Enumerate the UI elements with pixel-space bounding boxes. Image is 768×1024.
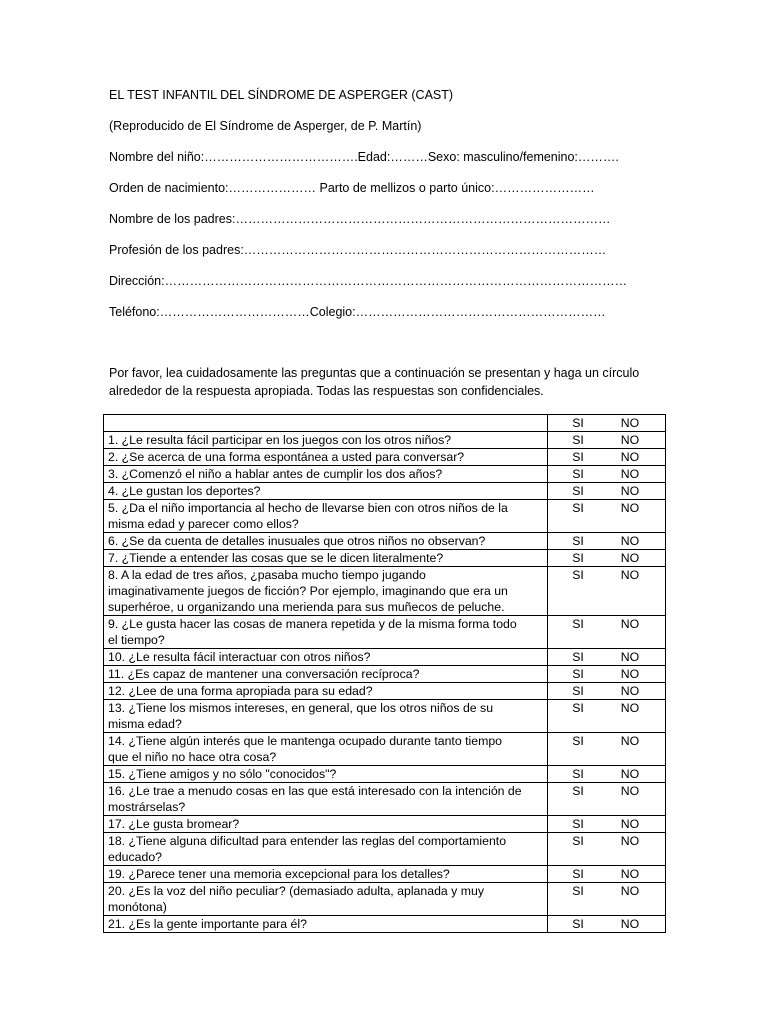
answer-si-option[interactable]: SI	[572, 784, 584, 798]
answer-cell[interactable]	[548, 833, 666, 866]
answer-si-option[interactable]: SI	[572, 884, 584, 898]
question-row	[104, 500, 666, 533]
question-row	[104, 550, 666, 567]
answer-cell[interactable]	[548, 649, 666, 666]
question-text-line: 7. ¿Tiende a entender las cosas que se le dicen literalmente?	[108, 551, 444, 565]
question-row	[104, 567, 666, 616]
question-text-line: mostrárselas?	[108, 800, 186, 814]
question-row	[104, 683, 666, 700]
answer-cell[interactable]	[548, 866, 666, 883]
question-cell	[104, 649, 548, 666]
question-text-line: 15. ¿Tiene amigos y no sólo "conocidos"?	[108, 767, 337, 781]
answer-no-option[interactable]: NO	[620, 450, 640, 464]
question-row	[104, 533, 666, 550]
answer-no-option[interactable]: NO	[620, 551, 640, 565]
question-row	[104, 700, 666, 733]
answer-si-option[interactable]: SI	[572, 568, 584, 582]
answer-cell[interactable]	[548, 700, 666, 733]
answer-cell[interactable]	[548, 666, 666, 683]
answer-si-option[interactable]: SI	[572, 501, 584, 515]
question-text-line: 21. ¿Es la gente importante para él?	[108, 917, 307, 931]
question-row	[104, 649, 666, 666]
answer-cell[interactable]	[548, 733, 666, 766]
question-cell	[104, 449, 548, 466]
question-cell	[104, 866, 548, 883]
answer-si-option[interactable]: SI	[572, 867, 584, 881]
question-text-line: 18. ¿Tiene alguna dificultad para entender las reglas del comportamiento	[108, 834, 507, 848]
question-text-line: 6. ¿Se da cuenta de detalles inusuales que otros niños no observan?	[108, 534, 486, 548]
answer-no-option[interactable]: NO	[620, 433, 640, 447]
field-child-name-age-sex: Nombre del niño:……………………………….Edad:………Sexo: masculino/femenino:……….	[109, 150, 619, 164]
instructions	[109, 364, 669, 400]
question-cell	[104, 733, 548, 766]
question-text-line: 1. ¿Le resulta fácil participar en los juegos con los otros niños?	[108, 433, 452, 447]
question-cell	[104, 466, 548, 483]
question-text-line: 16. ¿Le trae a menudo cosas en las que está interesado con la intención de	[108, 784, 522, 798]
question-row	[104, 816, 666, 833]
question-row	[104, 733, 666, 766]
question-cell	[104, 666, 548, 683]
question-text-line: 14. ¿Tiene algún interés que le mantenga ocupado durante tanto tiempo	[108, 734, 502, 748]
question-text-line: 9. ¿Le gusta hacer las cosas de manera repetida y de la misma forma todo	[108, 617, 517, 631]
answer-cell[interactable]	[548, 483, 666, 500]
question-cell	[104, 616, 548, 649]
header-no: NO	[620, 416, 640, 430]
answer-no-option[interactable]: NO	[620, 501, 640, 515]
answer-no-option[interactable]: NO	[620, 701, 640, 715]
answer-no-option[interactable]: NO	[620, 734, 640, 748]
answer-cell[interactable]	[548, 816, 666, 833]
question-cell	[104, 483, 548, 500]
question-cell	[104, 700, 548, 733]
question-row	[104, 766, 666, 783]
question-cell	[104, 916, 548, 933]
question-text-line: misma edad y parecer como ellos?	[108, 517, 299, 531]
header-si: SI	[572, 416, 584, 430]
question-row	[104, 916, 666, 933]
answer-no-option[interactable]: NO	[620, 650, 640, 664]
question-text-line: 19. ¿Parece tener una memoria excepcional para los detalles?	[108, 867, 450, 881]
question-text-line: el tiempo?	[108, 633, 165, 647]
answer-no-option[interactable]: NO	[620, 617, 640, 631]
answer-no-option[interactable]: NO	[620, 867, 640, 881]
field-birth-order: Orden de nacimiento:………………… Parto de mellizos o parto único:……………………	[109, 181, 595, 195]
question-text-line: 4. ¿Le gustan los deportes?	[108, 484, 261, 498]
answer-no-option[interactable]: NO	[620, 534, 640, 548]
answer-no-option[interactable]: NO	[620, 784, 640, 798]
question-row	[104, 616, 666, 649]
questionnaire-table	[103, 414, 666, 933]
header-answer-cell	[548, 415, 666, 432]
answer-cell[interactable]	[548, 432, 666, 449]
answer-cell[interactable]	[548, 567, 666, 616]
answer-cell[interactable]	[548, 616, 666, 649]
question-row	[104, 666, 666, 683]
answer-cell[interactable]	[548, 783, 666, 816]
answer-cell[interactable]	[548, 916, 666, 933]
question-cell	[104, 567, 548, 616]
question-row	[104, 783, 666, 816]
header-question-cell	[104, 415, 548, 432]
question-cell	[104, 533, 548, 550]
question-text-line: 2. ¿Se acerca de una forma espontánea a usted para conversar?	[108, 450, 465, 464]
question-cell	[104, 783, 548, 816]
answer-cell[interactable]	[548, 449, 666, 466]
question-text-line: 13. ¿Tiene los mismos intereses, en general, que los otros niños de su	[108, 701, 494, 715]
field-phone-school: Teléfono:………………………………Colegio:……………………………………………………	[109, 305, 606, 319]
question-cell	[104, 500, 548, 533]
question-text-line: que el niño no hace otra cosa?	[108, 750, 277, 764]
answer-cell[interactable]	[548, 533, 666, 550]
question-text-line: monótona)	[108, 900, 167, 914]
answer-cell[interactable]	[548, 500, 666, 533]
instructions-line-2: alrededor de la respuesta apropiada. Todas las respuestas son confidenciales.	[109, 384, 544, 398]
answer-no-option[interactable]: NO	[620, 484, 640, 498]
question-text-line: 10. ¿Le resulta fácil interactuar con otros niños?	[108, 650, 371, 664]
answer-si-option[interactable]: SI	[572, 817, 584, 831]
answer-no-option[interactable]: NO	[620, 684, 640, 698]
question-row	[104, 449, 666, 466]
answer-si-option[interactable]: SI	[572, 433, 584, 447]
question-cell	[104, 766, 548, 783]
question-row	[104, 432, 666, 449]
document-source: (Reproducido de El Síndrome de Asperger, de P. Martín)	[109, 119, 422, 133]
answer-si-option[interactable]: SI	[572, 650, 584, 664]
question-row	[104, 483, 666, 500]
question-text-line: 8. A la edad de tres años, ¿pasaba mucho tiempo jugando	[108, 568, 426, 582]
question-cell	[104, 550, 548, 567]
answer-si-option[interactable]: SI	[572, 534, 584, 548]
question-text-line: 20. ¿Es la voz del niño peculiar? (demasiado adulta, aplanada y muy	[108, 884, 484, 898]
answer-cell[interactable]	[548, 466, 666, 483]
question-row	[104, 866, 666, 883]
question-text-line: 5. ¿Da el niño importancia al hecho de llevarse bien con otros niños de la	[108, 501, 508, 515]
answer-cell[interactable]	[548, 550, 666, 567]
answer-no-option[interactable]: NO	[620, 667, 640, 681]
answer-no-option[interactable]: NO	[620, 767, 640, 781]
answer-si-option[interactable]: SI	[572, 834, 584, 848]
field-address: Dirección:…………………………………………………………………………………………………	[109, 274, 628, 288]
instructions-line-1: Por favor, lea cuidadosamente las preguntas que a continuación se presentan y haga un círculo	[109, 366, 640, 380]
question-cell	[104, 883, 548, 916]
answer-si-option[interactable]: SI	[572, 667, 584, 681]
document-title: EL TEST INFANTIL DEL SÍNDROME DE ASPERGER (CAST)	[109, 88, 454, 102]
question-text-line: superhéroe, u organizando una merienda para sus muñecos de peluche.	[108, 600, 505, 614]
answer-si-option[interactable]: SI	[572, 701, 584, 715]
question-text-line: 17. ¿Le gusta bromear?	[108, 817, 240, 831]
answer-no-option[interactable]: NO	[620, 917, 640, 931]
answer-cell[interactable]	[548, 683, 666, 700]
answer-si-option[interactable]: SI	[572, 551, 584, 565]
question-cell	[104, 432, 548, 449]
answer-cell[interactable]	[548, 883, 666, 916]
question-text-line: 11. ¿Es capaz de mantener una conversación recíproca?	[108, 667, 420, 681]
answer-no-option[interactable]: NO	[620, 884, 640, 898]
question-text-line: misma edad?	[108, 717, 182, 731]
table-header-row	[104, 415, 666, 432]
question-text-line: imaginativamente juegos de ficción? Por ejemplo, imaginando que era un	[108, 584, 508, 598]
question-text-line: 12. ¿Lee de una forma apropiada para su edad?	[108, 684, 373, 698]
answer-cell[interactable]	[548, 766, 666, 783]
answer-si-option[interactable]: SI	[572, 734, 584, 748]
answer-no-option[interactable]: NO	[620, 817, 640, 831]
question-cell	[104, 816, 548, 833]
answer-si-option[interactable]: SI	[572, 767, 584, 781]
question-row	[104, 883, 666, 916]
field-parents-profession: Profesión de los padres:……………………………………………………………………………	[109, 243, 607, 257]
answer-si-option[interactable]: SI	[572, 917, 584, 931]
question-cell	[104, 683, 548, 700]
answer-no-option[interactable]: NO	[620, 834, 640, 848]
answer-si-option[interactable]: SI	[572, 484, 584, 498]
answer-si-option[interactable]: SI	[572, 467, 584, 481]
question-cell	[104, 833, 548, 866]
answer-no-option[interactable]: NO	[620, 568, 640, 582]
question-text-line: 3. ¿Comenzó el niño a hablar antes de cumplir los dos años?	[108, 467, 443, 481]
answer-si-option[interactable]: SI	[572, 450, 584, 464]
question-text-line: educado?	[108, 850, 163, 864]
question-row	[104, 466, 666, 483]
answer-no-option[interactable]: NO	[620, 467, 640, 481]
answer-si-option[interactable]: SI	[572, 617, 584, 631]
field-parents-names: Nombre de los padres:………………………………………………………………………………	[109, 212, 611, 226]
answer-si-option[interactable]: SI	[572, 684, 584, 698]
question-row	[104, 833, 666, 866]
